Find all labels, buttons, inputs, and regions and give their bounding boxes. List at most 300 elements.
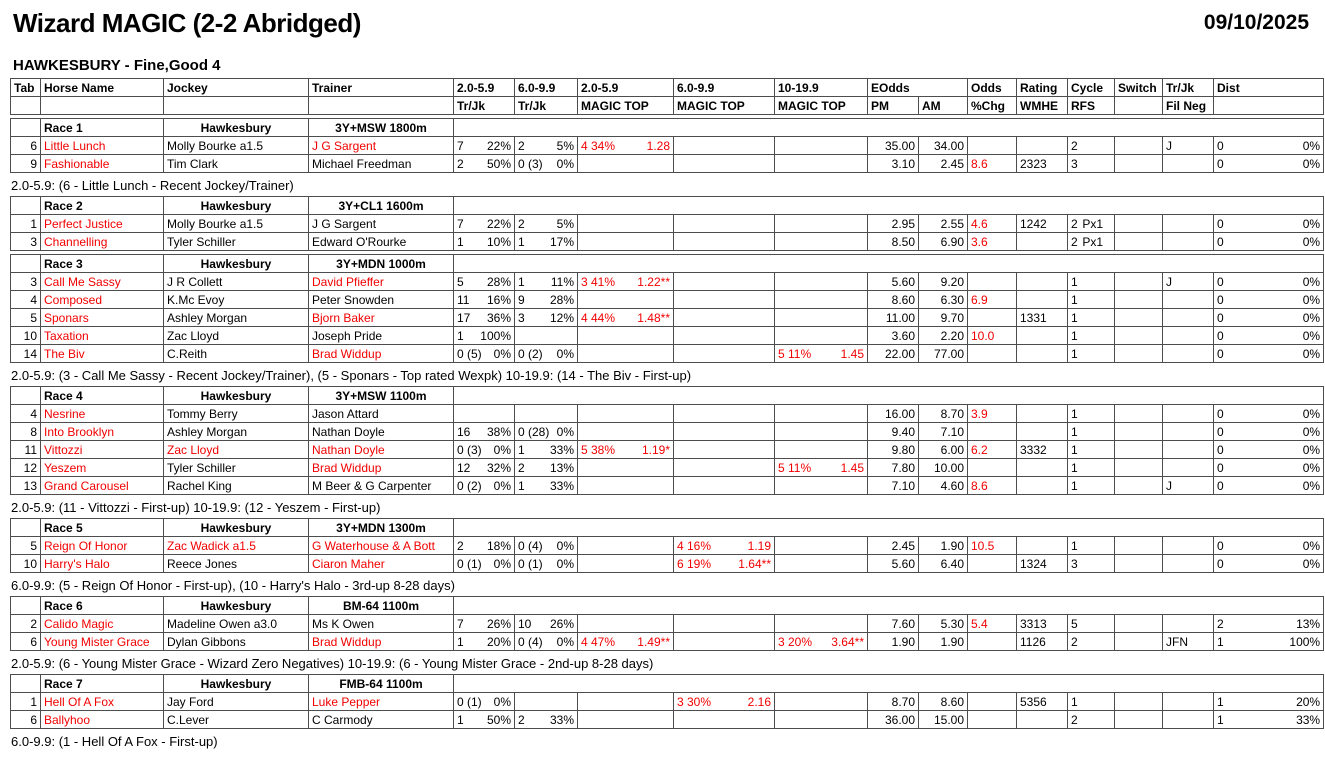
jockey-name: Tim Clark [164, 155, 309, 173]
horse-name: Fashionable [41, 155, 164, 173]
trainer-name: Nathan Doyle [309, 423, 454, 441]
horse-row [11, 633, 1324, 651]
eodds-am: 6.30 [919, 291, 968, 309]
dist-count: 1 [1217, 712, 1224, 727]
trjk-6099-cell [515, 711, 578, 729]
trjk-6099-pct: 33% [549, 442, 574, 457]
horse-row [11, 291, 1324, 309]
switch-cell [1115, 633, 1163, 651]
dist-pct: 0% [1302, 424, 1321, 439]
eodds-am: 9.20 [919, 273, 968, 291]
jockey-name: K.Mc Evoy [164, 291, 309, 309]
trjk-2059-cell [454, 405, 515, 423]
cycle-rfs-value: 3 [1071, 156, 1078, 171]
trjk-2059-cell [454, 711, 515, 729]
race-note: 2.0-5.9: (6 - Young Mister Grace - Wizard Zero Negatives) 10-19.9: (6 - Young Mister Grace - 2nd-up 8-28 days) [11, 656, 654, 671]
race-note: 2.0-5.9: (6 - Little Lunch - Recent Jockey/Trainer) [11, 178, 294, 193]
cycle-rfs-flag [1103, 328, 1111, 344]
race-venue: Hawkesbury [164, 387, 309, 405]
magic-top-1019-cell [775, 273, 868, 291]
eodds-am: 9.70 [919, 309, 968, 327]
trjk-2059-pct: 22% [486, 138, 511, 153]
trjk-6099-pct: 33% [549, 712, 574, 727]
eodds-am: 6.00 [919, 441, 968, 459]
eodds-am: 5.30 [919, 615, 968, 633]
cycle-rfs-cell [1068, 711, 1115, 729]
race-table [10, 118, 1324, 173]
horse-name: Vittozzi [41, 441, 164, 459]
trjk-2059-count: 16 [457, 424, 471, 439]
dist-pct: 0% [1302, 274, 1321, 289]
trjk-6099-count: 1 [518, 478, 525, 493]
cycle-rfs-cell [1068, 459, 1115, 477]
dist-pct: 0% [1302, 310, 1321, 325]
eodds-pm: 2.95 [868, 215, 919, 233]
trjk-fil-neg: J [1163, 137, 1214, 155]
rating-wmhe [1017, 137, 1068, 155]
trjk-6099-cell [515, 615, 578, 633]
horse-name: Nesrine [41, 405, 164, 423]
horse-name: Yeszem [41, 459, 164, 477]
race-header-tab-spacer [11, 519, 41, 537]
trjk-2059-pct: 0% [493, 478, 511, 493]
cycle-rfs-cell [1068, 477, 1115, 495]
trjk-6099-cell [515, 345, 578, 363]
races-container [10, 118, 1325, 749]
switch-cell [1115, 327, 1163, 345]
header-magic-2059: 2.0-5.9 [578, 79, 674, 97]
tab-number: 9 [11, 155, 41, 173]
trjk-6099-cell [515, 423, 578, 441]
horse-name: Composed [41, 291, 164, 309]
rating-wmhe: 2323 [1017, 155, 1068, 173]
dist-pct: 33% [1296, 712, 1321, 727]
header-tab-sub [11, 97, 41, 115]
horse-name: Sponars [41, 309, 164, 327]
header-trainer-sub [309, 97, 454, 115]
cycle-rfs-value: 2 [1071, 634, 1078, 649]
cycle-rfs-value: 1 [1071, 424, 1078, 439]
dist-pct: 0% [1302, 406, 1321, 421]
cycle-rfs-flag [1103, 274, 1111, 290]
horse-name: Perfect Justice [41, 215, 164, 233]
trjk-2059-count: 0 (1) [457, 694, 482, 709]
trjk-2059-pct: 22% [486, 216, 511, 231]
race-class-distance: FMB-64 1100m [309, 675, 454, 693]
horse-name: Grand Carousel [41, 477, 164, 495]
trjk-6099-cell [515, 155, 578, 173]
magic-top-2059-rank: 3 41% [581, 274, 616, 289]
cycle-rfs-cell [1068, 555, 1115, 573]
trjk-2059-cell [454, 137, 515, 155]
trjk-2059-pct: 16% [486, 292, 511, 307]
rating-wmhe [1017, 711, 1068, 729]
cycle-rfs-value: 1 [1071, 442, 1078, 457]
dist-pct: 0% [1302, 138, 1321, 153]
race-table [10, 518, 1324, 573]
trjk-6099-count: 0 (4) [518, 634, 543, 649]
magic-top-1019-cell [775, 327, 868, 345]
trainer-name: Nathan Doyle [309, 441, 454, 459]
header-rating: Rating [1017, 79, 1068, 97]
magic-top-1019-cell [775, 711, 868, 729]
cycle-rfs-flag: Px1 [1082, 216, 1103, 231]
magic-top-2059-rank: 4 47% [581, 634, 616, 649]
horse-row [11, 405, 1324, 423]
race-class-distance: 3Y+MSW 1800m [309, 119, 454, 137]
jockey-name: Reece Jones [164, 555, 309, 573]
magic-top-6099-cell [674, 615, 775, 633]
trjk-6099-cell [515, 273, 578, 291]
dist-cell [1214, 423, 1324, 441]
race-note: 6.0-9.9: (5 - Reign Of Honor - First-up), (10 - Harry's Halo - 3rd-up 8-28 days) [11, 578, 455, 593]
jockey-name: Rachel King [164, 477, 309, 495]
report-date: 09/10/2025 [1203, 11, 1309, 34]
odds-pct-change: 4.6 [968, 215, 1017, 233]
trjk-2059-count: 1 [457, 328, 464, 343]
race-header-tab-spacer [11, 387, 41, 405]
odds-pct-change: 10.0 [968, 327, 1017, 345]
dist-pct: 0% [1302, 460, 1321, 475]
jockey-name: Molly Bourke a1.5 [164, 215, 309, 233]
race-note: 2.0-5.9: (3 - Call Me Sassy - Recent Jockey/Trainer), (5 - Sponars - Top rated Wexpk) 10-19.9: (14 - The Biv - First-up) [11, 368, 692, 383]
trjk-6099-pct: 0% [556, 538, 574, 553]
eodds-pm: 11.00 [868, 309, 919, 327]
dist-pct: 0% [1302, 442, 1321, 457]
horse-row [11, 477, 1324, 495]
jockey-name: Zac Lloyd [164, 327, 309, 345]
magic-top-1019-value: 1.45 [840, 460, 864, 475]
trjk-2059-count: 1 [457, 634, 464, 649]
magic-top-6099-cell [674, 155, 775, 173]
race-venue: Hawkesbury [164, 519, 309, 537]
dist-cell [1214, 537, 1324, 555]
race-label: Race 2 [41, 197, 164, 215]
header-trjk-2059-sub: Tr/Jk [454, 97, 515, 115]
dist-count: 1 [1217, 634, 1224, 649]
cycle-rfs-value: 2 [1071, 234, 1078, 249]
trjk-6099-pct: 5% [556, 216, 574, 231]
trjk-6099-count: 2 [518, 460, 525, 475]
cycle-rfs-value: 2 [1071, 712, 1078, 727]
eodds-am: 2.45 [919, 155, 968, 173]
magic-top-2059-cell [578, 273, 674, 291]
switch-cell [1115, 137, 1163, 155]
cycle-rfs-flag [1103, 424, 1111, 440]
trainer-name: Ms K Owen [309, 615, 454, 633]
trjk-2059-cell [454, 615, 515, 633]
trjk-6099-cell [515, 137, 578, 155]
trjk-2059-count: 0 (5) [457, 346, 482, 361]
trjk-fil-neg [1163, 291, 1214, 309]
magic-top-6099-cell [674, 215, 775, 233]
trainer-name: Joseph Pride [309, 327, 454, 345]
magic-top-6099-cell [674, 555, 775, 573]
tab-number: 3 [11, 233, 41, 251]
cycle-rfs-flag [1103, 310, 1111, 326]
magic-top-2059-cell [578, 459, 674, 477]
odds-pct-change [968, 423, 1017, 441]
cycle-rfs-flag [1103, 442, 1111, 458]
magic-top-2059-rank: 4 34% [581, 138, 616, 153]
rating-wmhe [1017, 459, 1068, 477]
trjk-6099-pct: 33% [549, 478, 574, 493]
dist-count: 0 [1217, 556, 1224, 571]
dist-count: 0 [1217, 138, 1224, 153]
trjk-6099-pct: 0% [556, 424, 574, 439]
trjk-2059-count: 0 (2) [457, 478, 482, 493]
trjk-2059-count: 7 [457, 216, 464, 231]
eodds-am: 8.70 [919, 405, 968, 423]
trjk-fil-neg [1163, 215, 1214, 233]
dist-count: 0 [1217, 538, 1224, 553]
odds-pct-change [968, 345, 1017, 363]
magic-top-2059-cell [578, 615, 674, 633]
dist-cell [1214, 291, 1324, 309]
magic-top-1019-cell [775, 633, 868, 651]
rating-wmhe [1017, 291, 1068, 309]
trjk-2059-pct: 100% [480, 328, 511, 343]
tab-number: 5 [11, 537, 41, 555]
horse-row [11, 711, 1324, 729]
trjk-2059-pct: 28% [486, 274, 511, 289]
horse-row [11, 345, 1324, 363]
trjk-6099-count: 0 (2) [518, 346, 543, 361]
magic-top-1019-cell [775, 137, 868, 155]
magic-top-2059-value: 1.28 [646, 138, 670, 153]
race-venue: Hawkesbury [164, 197, 309, 215]
trainer-name: Brad Widdup [309, 459, 454, 477]
cycle-rfs-value: 1 [1071, 310, 1078, 325]
dist-cell [1214, 441, 1324, 459]
trjk-fil-neg: J [1163, 477, 1214, 495]
trjk-2059-cell [454, 441, 515, 459]
trjk-2059-count: 2 [457, 156, 464, 171]
trjk-fil-neg [1163, 405, 1214, 423]
eodds-pm: 8.60 [868, 291, 919, 309]
trjk-6099-count: 1 [518, 442, 525, 457]
dist-cell [1214, 477, 1324, 495]
trainer-name: C Carmody [309, 711, 454, 729]
odds-pct-change [968, 273, 1017, 291]
header-jockey: Jockey [164, 79, 309, 97]
magic-top-2059-value: 1.48** [637, 310, 670, 325]
trjk-2059-count: 1 [457, 234, 464, 249]
magic-top-2059-cell [578, 633, 674, 651]
race-table [10, 596, 1324, 651]
horse-name: The Biv [41, 345, 164, 363]
magic-top-1019-cell [775, 309, 868, 327]
header-magic-6099: 6.0-9.9 [674, 79, 775, 97]
header-wmhe-sub: WMHE [1017, 97, 1068, 115]
trjk-6099-count: 1 [518, 234, 525, 249]
magic-top-6099-rank: 3 30% [677, 694, 712, 709]
trjk-2059-pct: 0% [493, 556, 511, 571]
magic-top-1019-value: 3.64** [831, 634, 864, 649]
cycle-rfs-cell [1068, 405, 1115, 423]
tab-number: 12 [11, 459, 41, 477]
odds-pct-change: 5.4 [968, 615, 1017, 633]
rating-wmhe [1017, 345, 1068, 363]
header-filneg-sub: Fil Neg [1163, 97, 1214, 115]
eodds-am: 7.10 [919, 423, 968, 441]
dist-cell [1214, 327, 1324, 345]
switch-cell [1115, 309, 1163, 327]
race-header-right-spacer [454, 519, 1324, 537]
eodds-pm: 9.40 [868, 423, 919, 441]
rating-wmhe: 1242 [1017, 215, 1068, 233]
magic-top-1019-rank: 5 11% [778, 346, 812, 361]
magic-top-2059-cell [578, 327, 674, 345]
trjk-2059-cell [454, 477, 515, 495]
magic-top-2059-cell [578, 137, 674, 155]
header-switch: Switch [1115, 79, 1163, 97]
header-pctchg-sub: %Chg [968, 97, 1017, 115]
cycle-rfs-flag [1103, 634, 1111, 650]
trjk-fil-neg [1163, 423, 1214, 441]
trjk-6099-count: 2 [518, 138, 525, 153]
trjk-2059-count: 1 [457, 712, 464, 727]
dist-pct: 0% [1302, 346, 1321, 361]
race-class-distance: 3Y+CL1 1600m [309, 197, 454, 215]
race-class-distance: BM-64 1100m [309, 597, 454, 615]
cycle-rfs-cell [1068, 423, 1115, 441]
cycle-rfs-value: 1 [1071, 460, 1078, 475]
magic-top-2059-value: 1.49** [637, 634, 670, 649]
magic-top-2059-cell [578, 291, 674, 309]
magic-top-1019-rank: 3 20% [778, 634, 813, 649]
eodds-am: 77.00 [919, 345, 968, 363]
switch-cell [1115, 155, 1163, 173]
trjk-6099-pct: 0% [556, 156, 574, 171]
eodds-pm: 35.00 [868, 137, 919, 155]
trjk-fil-neg [1163, 309, 1214, 327]
race-header-tab-spacer [11, 197, 41, 215]
header-band-6099: 6.0-9.9 [515, 79, 578, 97]
cycle-rfs-value: 1 [1071, 328, 1078, 343]
trainer-name: Bjorn Baker [309, 309, 454, 327]
horse-row [11, 215, 1324, 233]
column-header-table [10, 78, 1324, 115]
tab-number: 6 [11, 137, 41, 155]
cycle-rfs-value: 2 [1071, 138, 1078, 153]
tab-number: 2 [11, 615, 41, 633]
dist-cell [1214, 215, 1324, 233]
trjk-6099-pct: 26% [549, 616, 574, 631]
dist-pct: 13% [1296, 616, 1321, 631]
magic-top-2059-cell [578, 441, 674, 459]
race-header-right-spacer [454, 255, 1324, 273]
cycle-rfs-cell [1068, 441, 1115, 459]
trjk-2059-cell [454, 345, 515, 363]
jockey-name: Ashley Morgan [164, 309, 309, 327]
race-table [10, 196, 1324, 251]
race-header-right-spacer [454, 387, 1324, 405]
dist-count: 1 [1217, 694, 1224, 709]
odds-pct-change [968, 459, 1017, 477]
trjk-2059-cell [454, 693, 515, 711]
eodds-am: 1.90 [919, 537, 968, 555]
eodds-am: 8.60 [919, 693, 968, 711]
trjk-fil-neg [1163, 459, 1214, 477]
switch-cell [1115, 423, 1163, 441]
trjk-2059-cell [454, 459, 515, 477]
trjk-2059-pct: 18% [486, 538, 511, 553]
odds-pct-change: 3.6 [968, 233, 1017, 251]
cycle-rfs-value: 1 [1071, 346, 1078, 361]
cycle-rfs-cell [1068, 633, 1115, 651]
race-header-row [11, 197, 1324, 215]
magic-top-6099-value: 2.16 [747, 694, 771, 709]
trainer-name: Peter Snowden [309, 291, 454, 309]
rating-wmhe: 1331 [1017, 309, 1068, 327]
cycle-rfs-value: 1 [1071, 538, 1078, 553]
trjk-2059-pct: 50% [486, 712, 511, 727]
horse-name: Call Me Sassy [41, 273, 164, 291]
eodds-am: 6.90 [919, 233, 968, 251]
magic-top-6099-cell [674, 137, 775, 155]
eodds-pm: 7.60 [868, 615, 919, 633]
magic-top-6099-cell [674, 441, 775, 459]
jockey-name: C.Lever [164, 711, 309, 729]
trjk-fil-neg [1163, 155, 1214, 173]
odds-pct-change [968, 711, 1017, 729]
jockey-name: Tommy Berry [164, 405, 309, 423]
header-pm-sub: PM [868, 97, 919, 115]
odds-pct-change [968, 309, 1017, 327]
trjk-6099-cell [515, 459, 578, 477]
magic-top-6099-cell [674, 273, 775, 291]
switch-cell [1115, 555, 1163, 573]
magic-top-2059-cell [578, 345, 674, 363]
magic-top-2059-cell [578, 693, 674, 711]
trjk-2059-pct: 32% [486, 460, 511, 475]
magic-top-1019-cell [775, 537, 868, 555]
horse-row [11, 423, 1324, 441]
race-header-row [11, 519, 1324, 537]
cycle-rfs-value: 1 [1071, 292, 1078, 307]
trjk-2059-count: 5 [457, 274, 464, 289]
trjk-6099-pct: 13% [549, 460, 574, 475]
cycle-rfs-cell [1068, 345, 1115, 363]
race-note: 2.0-5.9: (11 - Vittozzi - First-up) 10-19.9: (12 - Yeszem - First-up) [11, 500, 381, 515]
header-eodds: EOdds [868, 79, 968, 97]
eodds-pm: 5.60 [868, 555, 919, 573]
trjk-6099-count: 0 (3) [518, 156, 543, 171]
dist-count: 0 [1217, 310, 1224, 325]
cycle-rfs-cell [1068, 273, 1115, 291]
trjk-2059-count: 17 [457, 310, 471, 325]
eodds-am: 1.90 [919, 633, 968, 651]
dist-cell [1214, 309, 1324, 327]
dist-cell [1214, 137, 1324, 155]
dist-count: 0 [1217, 234, 1224, 249]
race-header-row [11, 255, 1324, 273]
switch-cell [1115, 273, 1163, 291]
tab-number: 11 [11, 441, 41, 459]
jockey-name: Zac Wadick a1.5 [164, 537, 309, 555]
cycle-rfs-flag [1103, 346, 1111, 362]
cycle-rfs-flag [1103, 712, 1111, 728]
race-label: Race 6 [41, 597, 164, 615]
magic-top-1019-cell [775, 423, 868, 441]
trjk-2059-count: 7 [457, 616, 464, 631]
magic-top-6099-cell [674, 423, 775, 441]
cycle-rfs-cell [1068, 327, 1115, 345]
magic-top-2059-cell [578, 309, 674, 327]
trjk-2059-count: 0 (1) [457, 556, 482, 571]
tab-number: 3 [11, 273, 41, 291]
